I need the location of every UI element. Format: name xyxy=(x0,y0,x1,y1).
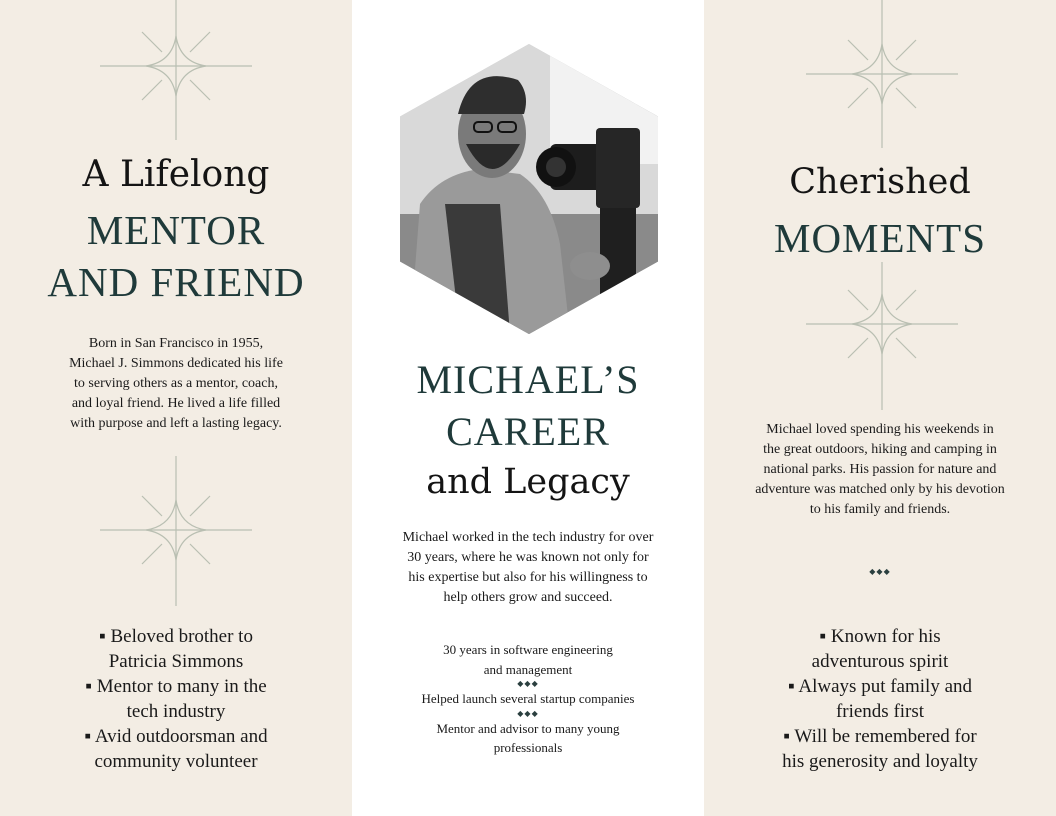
diamond-separator-icon: ◆◆◆ xyxy=(869,567,891,576)
center-title-line1: MICHAEL’S xyxy=(416,357,640,402)
list-item: Mentor and advisor to many young xyxy=(436,720,620,736)
sparkle-icon xyxy=(806,0,958,148)
sparkle-icon xyxy=(100,0,252,140)
list-item: Patricia Simmons xyxy=(108,651,244,672)
right-title-line2: MOMENTS xyxy=(773,215,987,261)
left-bullets xyxy=(0,624,352,774)
photo-man-with-camera-icon xyxy=(400,44,658,334)
list-item: adventurous spirit xyxy=(811,651,949,672)
diamond-separator-icon: ◆◆◆ xyxy=(517,679,539,688)
list-item: his generosity and loyalty xyxy=(782,751,978,772)
right-bullets xyxy=(704,624,1056,774)
right-body: Michael loved spending his weekends in the great outdoors, hiking and camping in national parks. His passion for nature and adventure was matched only by his devotion to his family and friends. xyxy=(755,422,1005,517)
left-title-line1: A Lifelong xyxy=(82,154,270,195)
center-body: Michael worked in the tech industry for over 30 years, where he was known not only for his expertise but also for his willingness to help others grow and succeed. xyxy=(402,530,654,605)
list-item: ▪ Avid outdoorsman and xyxy=(84,726,268,747)
list-item: tech industry xyxy=(126,701,226,722)
list-item: and management xyxy=(483,661,573,677)
list-item: community volunteer xyxy=(94,751,258,772)
diamond-separator-icon: ◆◆◆ xyxy=(517,708,539,718)
sparkle-icon xyxy=(806,262,958,410)
center-highlights xyxy=(368,640,688,758)
sparkle-icon xyxy=(100,456,252,606)
right-title-line1: Cherished xyxy=(789,162,971,202)
center-title-line3: and Legacy xyxy=(426,462,630,502)
left-bio: Born in San Francisco in 1955, Michael J. Simmons dedicated his life to serving others as a mentor, coach, and loyal friend. He lived a life filled with purpose and left a lasting legacy. xyxy=(69,336,283,431)
list-item: ▪ Mentor to many in the xyxy=(85,676,267,697)
left-title-line2: MENTOR xyxy=(86,207,266,253)
list-item: Helped launch several startup companies xyxy=(421,691,635,706)
center-title-line2: CAREER xyxy=(446,409,610,454)
list-item: ▪ Will be remembered for xyxy=(783,726,977,747)
center-panel xyxy=(352,0,704,816)
left-title-line3: AND FRIEND xyxy=(47,259,305,305)
list-item: 30 years in software engineering xyxy=(443,642,613,657)
list-item: friends first xyxy=(835,701,925,722)
portrait-photo xyxy=(400,44,658,334)
left-panel xyxy=(0,0,352,816)
list-item: ▪ Beloved brother to xyxy=(99,626,253,647)
list-item: ▪ Always put family and xyxy=(787,676,973,697)
list-item: ▪ Known for his xyxy=(819,626,941,647)
list-item: professionals xyxy=(493,740,563,755)
right-panel xyxy=(704,0,1056,816)
